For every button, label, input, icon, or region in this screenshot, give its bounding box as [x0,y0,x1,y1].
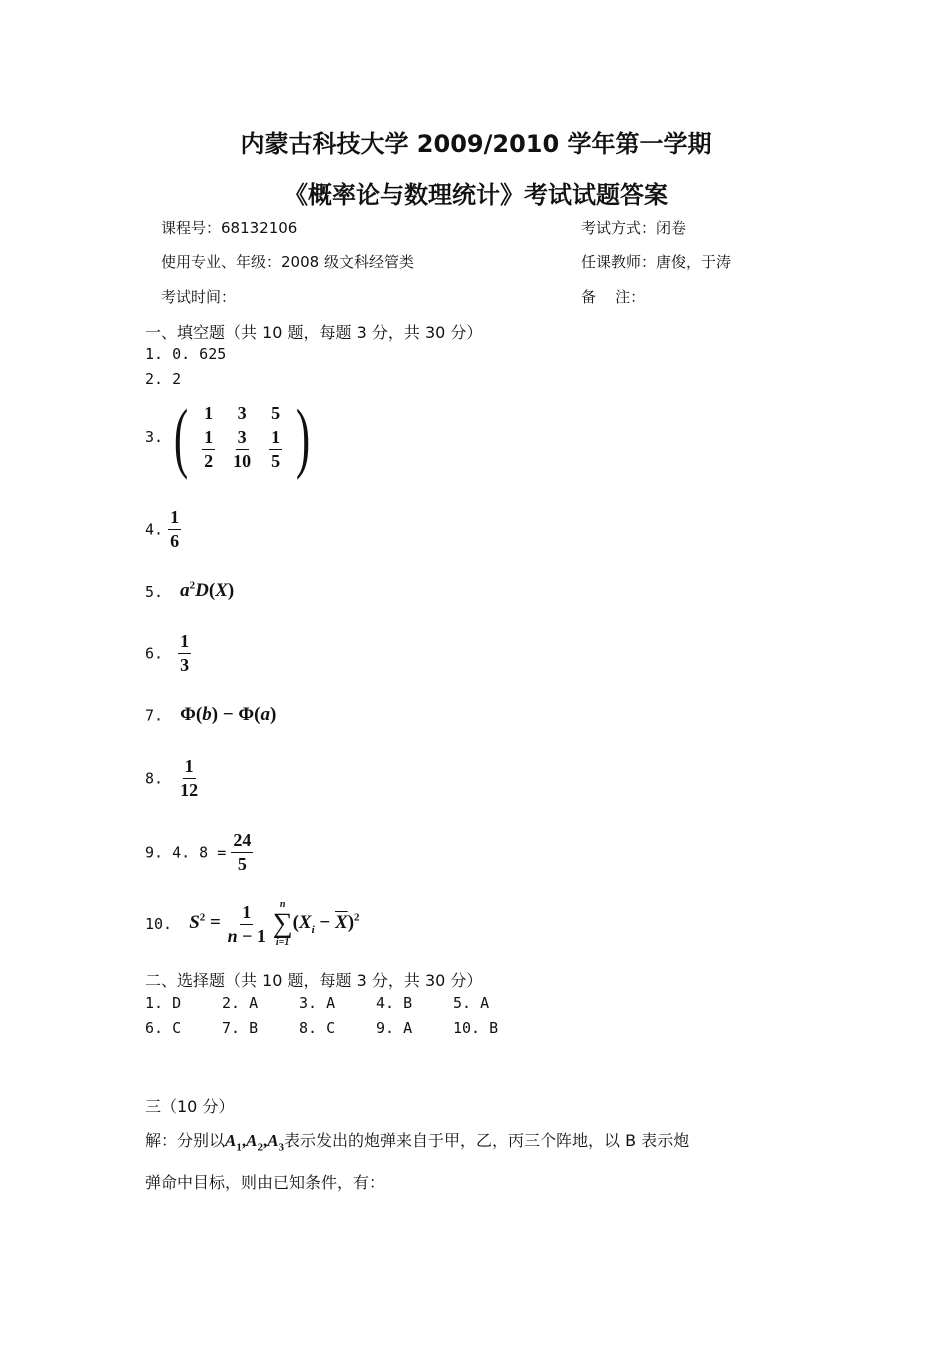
answer-9-denominator: 5 [237,853,247,874]
choice-answer: 5. A [453,994,490,1012]
answer-8-denominator: 12 [180,779,199,800]
answer-7-label: 7. [145,706,164,725]
answer-6-denominator: 3 [180,654,190,675]
course-number: 课程号：68132106 [161,219,298,237]
remark: 备 注： [581,288,646,306]
section-2-heading: 二、选择题（共 10 题，每题 3 分，共 30 分） [145,971,483,990]
matrix-cell: 5 [271,403,281,424]
section-3-heading: 三（10 分） [145,1097,235,1116]
answer-4-label: 4. [145,520,164,539]
choice-answer: 4. B [376,994,413,1012]
choice-answer: 2. A [222,994,259,1012]
choice-answer: 3. A [299,994,336,1012]
choice-answer: 7. B [222,1019,259,1037]
answer-8 [145,757,200,800]
section-3-text-line-2: 弹命中目标，则由已知条件，有： [145,1173,386,1192]
matrix-cell: $\frac{1}{5}$ [271,427,281,471]
answer-9 [145,831,253,874]
answer-4-denominator: 6 [170,530,180,551]
answer-4-numerator: 1 [168,508,181,530]
answer-2: 2. 2 [145,370,182,388]
answer-1: 1. 0. 625 [145,345,227,363]
choice-answer: 1. D [145,994,182,1012]
answer-3-label: 3. [145,428,164,446]
answer-8-numerator: 1 [183,757,196,779]
answer-6-numerator: 1 [178,632,191,654]
answer-6 [145,632,191,675]
choice-answer: 10. B [453,1019,499,1037]
section-3-text-line-1: 解：分别以$A_1,A_2,A_3$表示发出的炮弹来自于甲，乙，丙三个阵地，以 B 表示炮 [145,1131,690,1154]
major-grade: 使用专业、年级：2008 级文科经管类 [161,253,414,271]
exam-time: 考试时间： [161,288,237,306]
answer-3 [145,393,316,480]
answer-7-formula: Φ(b) − Φ(a) [180,704,277,725]
answer-9-numerator: 24 [231,831,253,853]
choice-answer: 9. A [376,1019,413,1037]
answer-10-formula: $S^2$ = $\frac{1}{n - 1}$ n ∑ i=1 $(X_i - \overline{X})^2$ [189,899,360,948]
exam-mode: 考试方式：闭卷 [581,219,687,237]
teacher: 任课教师：唐俊，于涛 [581,253,732,271]
matrix-cell: $\frac{1}{2}$ [204,427,214,471]
answer-5-formula: $a^2D(X)$ [180,580,235,602]
exam-title: 内蒙古科技大学 2009/2010 学年第一学期 [240,130,712,158]
exam-subtitle: 《概率论与数理统计》考试试题答案 [284,181,668,209]
answer-9-label: 9. 4. 8 = [145,843,227,862]
matrix-cell: 1 [204,403,214,424]
choice-answer: 6. C [145,1019,182,1037]
section-1-heading: 一、填空题（共 10 题，每题 3 分，共 30 分） [145,323,483,342]
answer-7 [145,704,276,726]
choices-row-1 [145,994,530,1012]
matrix-cell: 3 [237,403,247,424]
choice-answer: 8. C [299,1019,336,1037]
events-formula: $A_1,A_2,A_3$ [225,1131,285,1154]
choices-row-2 [145,1019,530,1037]
answer-10-label: 10. [145,915,173,933]
answer-5-label: 5. [145,582,164,601]
answer-10 [145,900,360,948]
answer-6-label: 6. [145,644,164,663]
answer-3-matrix: ( 1 3 5 $\frac{1}{2}$ $\frac{3}{10}$ $\frac{1}{5}$ ) [174,393,311,480]
answer-4 [145,508,181,551]
answer-5 [145,580,234,602]
matrix-cell: $\frac{3}{10}$ [233,427,252,471]
answer-8-label: 8. [145,769,164,788]
